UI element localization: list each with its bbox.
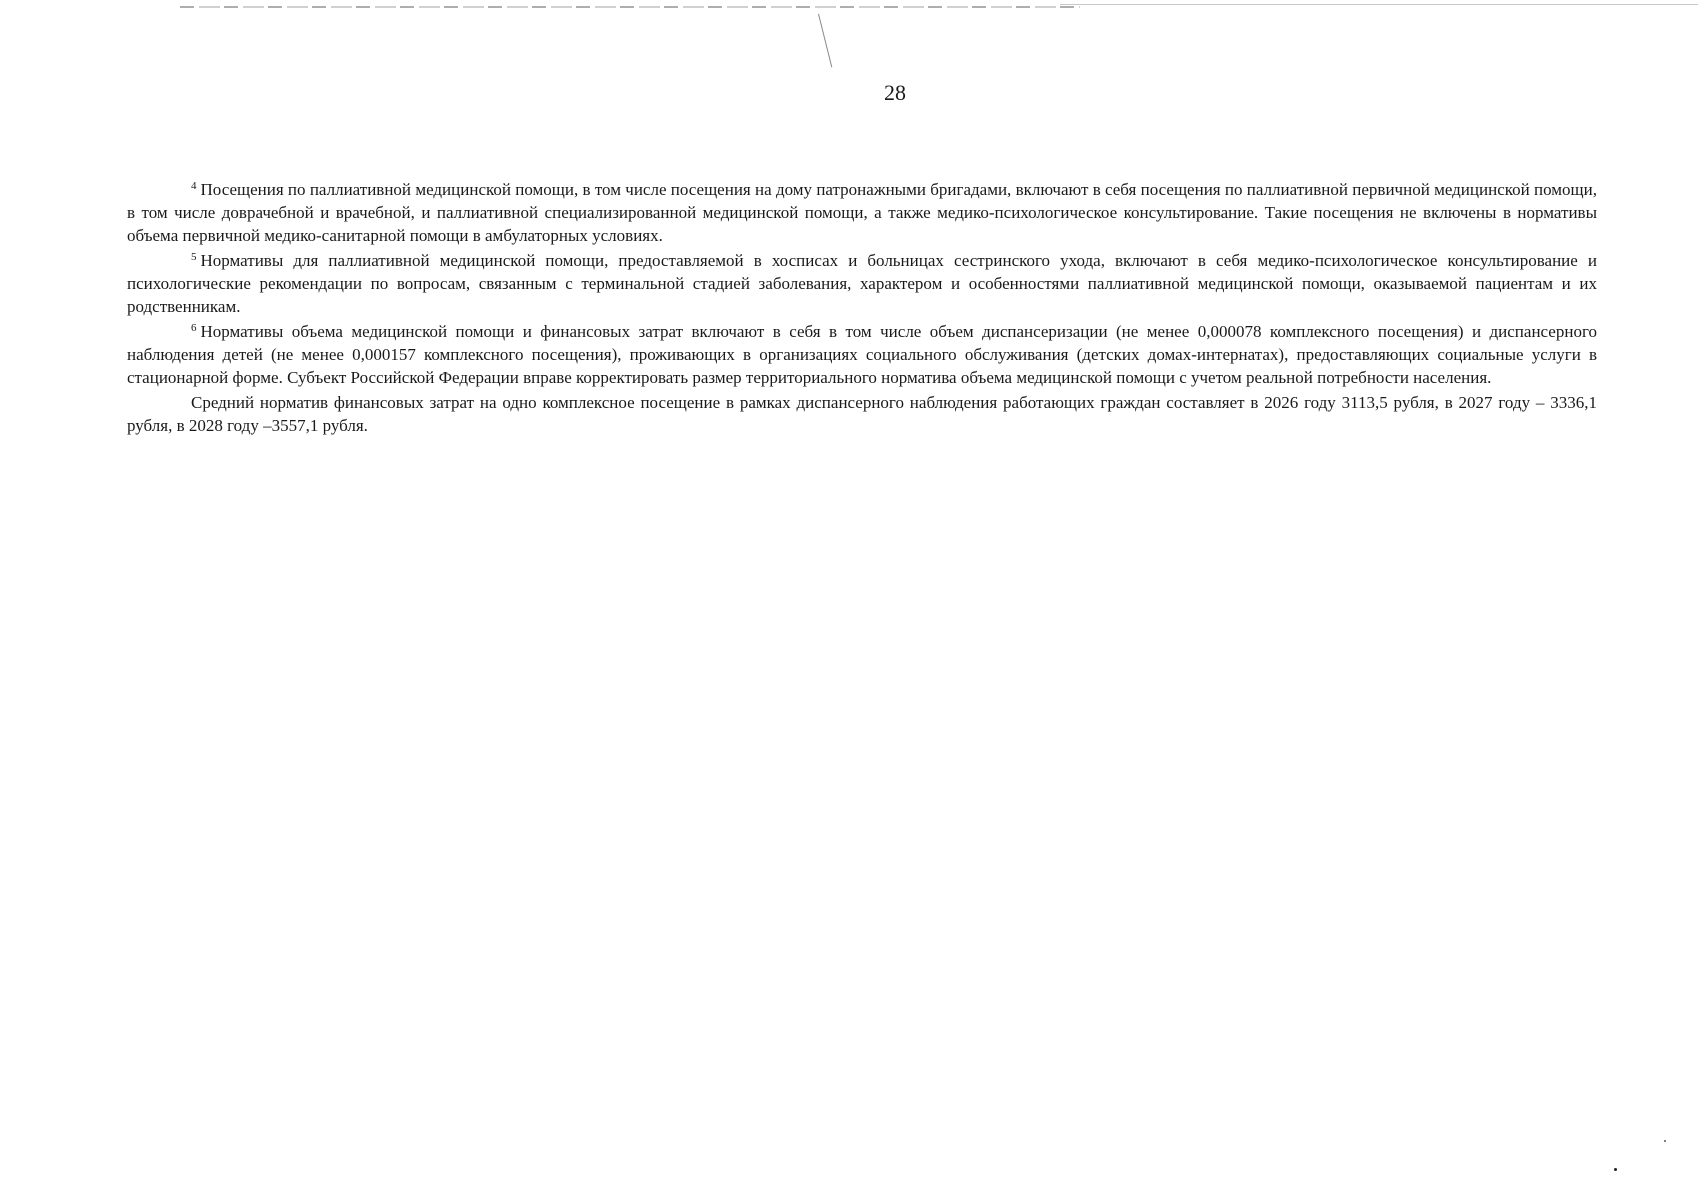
- document-body: [127, 178, 1597, 439]
- footnote-4: [127, 178, 1597, 247]
- footnote-6: [127, 320, 1597, 389]
- paragraph-text: Посещения по паллиативной медицинской помощи, в том числе посещения на дому патронажными бригадами, включают в себя посещения по паллиативной первичной медицинской помощи, в том числе доврачебной и врачебной, и паллиативной специализированной медицинской помощи, а также медико-психологическое консультирование. Такие посещения не включены в нормативы объема первичной медико-санитарной помощи в амбулаторных условиях.: [127, 180, 1597, 245]
- scan-top-edge-artifact: [180, 6, 1080, 8]
- footnote-marker: 4: [191, 180, 197, 192]
- footnote-5: [127, 249, 1597, 318]
- paragraph-text: Нормативы объема медицинской помощи и финансовых затрат включают в себя в том числе объем диспансеризации (не менее 0,000078 комплексного посещения) и диспансерного наблюдения детей (не менее 0,000157 комплексного посещения), проживающих в организациях социального обслуживания (детских домах-интернатах), предоставляющих социальные услуги в стационарной форме. Субъект Российской Федерации вправе корректировать размер территориального норматива объема медицинской помощи с учетом реальной потребности населения.: [127, 322, 1597, 387]
- scan-top-edge-line: [1060, 4, 1698, 5]
- scan-stroke-artifact: [818, 14, 832, 68]
- footnote-marker: 6: [191, 322, 197, 334]
- paragraph-text: Нормативы для паллиативной медицинской помощи, предоставляемой в хосписах и больницах сестринского ухода, включают в себя медико-психологическое консультирование и психологические рекомендации по вопросам, связанным с терминальной стадией заболевания, характером и особенностями паллиативной медицинской помощи, оказываемой пациентам и их родственникам.: [127, 251, 1597, 316]
- scan-dot-artifact: [1664, 1140, 1666, 1142]
- paragraph-text: Средний норматив финансовых затрат на одно комплексное посещение в рамках диспансерного наблюдения работающих граждан составляет в 2026 году 3113,5 рубля, в 2027 году – 3336,1 рубля, в 2028 году –3557,1 рубля.: [127, 393, 1597, 435]
- paragraph-cost-standard: [127, 391, 1597, 437]
- page-number: 28: [884, 80, 906, 105]
- scan-dot-artifact: [1614, 1168, 1617, 1171]
- footnote-marker: 5: [191, 251, 197, 263]
